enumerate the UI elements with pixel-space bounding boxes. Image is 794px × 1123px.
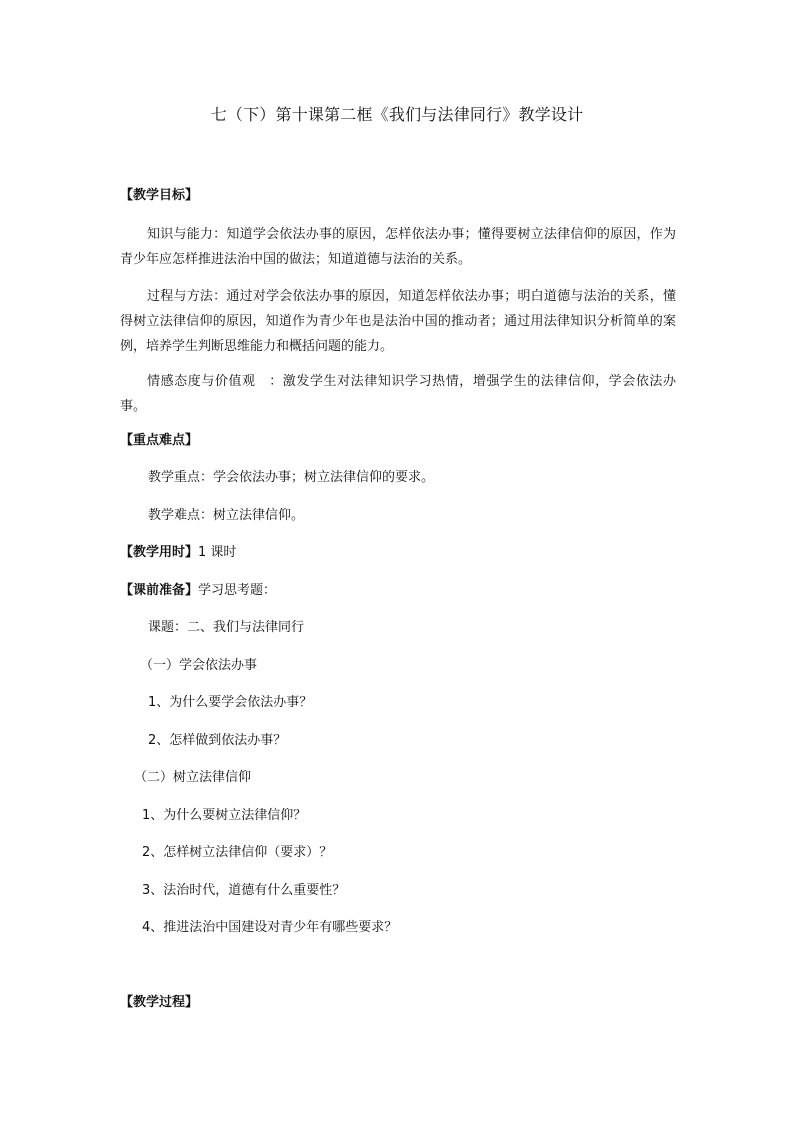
process-heading: 【教学过程】 <box>120 995 199 1010</box>
key-point: 教学重点：学会依法办事；树立法律信仰的要求。 <box>148 470 435 485</box>
goal-emotion: 情感态度与价值观 ：激发学生对法律知识学习热情，增强学生的法律信仰，学会依法办事。 <box>120 374 676 414</box>
time-heading: 【教学用时】 <box>120 545 199 560</box>
part1-heading: （一）学会依法办事 <box>140 658 258 673</box>
part2-question-4: 4、推进法治中国建设对青少年有哪些要求？ <box>142 920 398 935</box>
part1-question-1: 1、为什么要学会依法办事？ <box>148 695 313 710</box>
part2-question-1: 1、为什么要树立法律信仰？ <box>142 808 307 823</box>
part1-question-2: 2、怎样做到依法办事？ <box>148 733 287 748</box>
part2-question-2: 2、怎样树立法律信仰（要求）？ <box>142 845 333 860</box>
key-heading: 【重点难点】 <box>120 433 199 448</box>
goals-heading: 【教学目标】 <box>120 188 199 203</box>
prep-heading: 【课前准备】 <box>120 583 199 598</box>
part2-question-3: 3、法治时代，道德有什么重要性？ <box>142 883 346 898</box>
prep-value: 学习思考题： <box>198 583 277 598</box>
part2-heading: （二）树立法律信仰 <box>134 770 252 785</box>
time-line <box>120 542 236 564</box>
goal-knowledge: 知识与能力：知道学会依法办事的原因，怎样依法办事；懂得要树立法律信仰的原因，作为青少年应怎样推进法治中国的做法；知道道德与法治的关系。 <box>120 227 676 267</box>
goal-method: 过程与方法：通过对学会依法办事的原因，知道怎样依法办事；明白道德与法治的关系，懂得树立法律信仰的原因，知道作为青少年也是法治中国的推动者；通过用法律知识分析简单的案例，培养学生判断思维能力和概括问题的能力。 <box>120 289 676 354</box>
lesson-topic: 课题：二、我们与法律同行 <box>148 620 305 635</box>
prep-line <box>120 580 276 602</box>
difficult-point: 教学难点：树立法律信仰。 <box>148 508 305 523</box>
document-title: 七（下）第十课第二框《我们与法律同行》教学设计 <box>210 105 584 124</box>
time-value: 1 课时 <box>198 545 237 560</box>
